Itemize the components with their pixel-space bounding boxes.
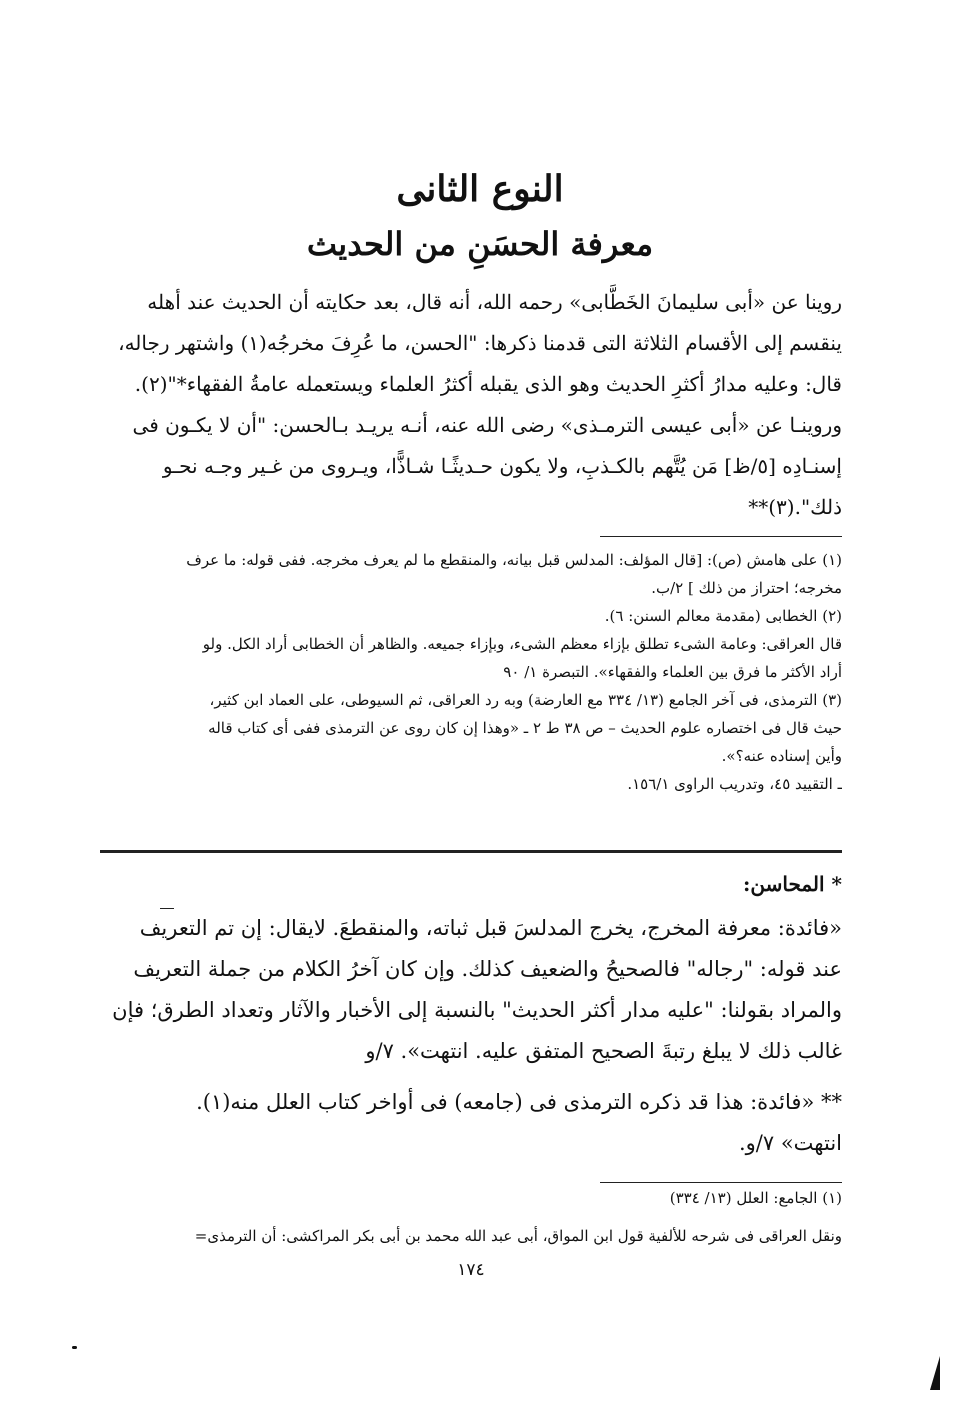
- main-line: روينا عن «أبى سليمانَ الخَطَّابى» رحمه الله، أنه قال، بعد حكايته أن الحديث عند أهله: [147, 290, 842, 314]
- chapter-subtitle: معرفة الحسَنِ من الحديث: [306, 225, 654, 263]
- chapter-title: النوع الثانى: [396, 168, 564, 210]
- main-line: ينقسم إلى الأقسام الثلاثة التى قدمنا ذكرها: "الحسن، ما عُرِفَ مخرجُه(١) واشتهر رجاله،: [118, 331, 842, 355]
- mahasin-line: والمراد بقولنا: "عليه مدار أكثر الحديث" بالنسبة إلى الأخبار والآثار وتعداد الطرق؛ فإن: [112, 998, 842, 1022]
- mahasin-line: انتهت» ٧/و.: [738, 1131, 842, 1155]
- mahasin-header: [100, 864, 842, 905]
- footnote-line: (٢) الخطابى (مقدمة معالم السنن: ٦).: [604, 607, 842, 625]
- mahasin-line: غالب ذلك لا يبلغ رتبةَ الصحيح المتفق عليه. انتهت». ٧/و: [365, 1039, 842, 1063]
- main-line: إسنـادِه [٥/ظ] مَن يُتَّهم بالكـذبِ، ولا يكون حـديثًـا شـاذًّا، ويـروى من غـير وجـه نحـو: [162, 454, 842, 478]
- footnote-line: ونقل العراقى فى شرحه للألفية قول ابن المواق، أبى عبد الله محمد بن أبى بكر المراكشى: أن الترمذى=: [194, 1227, 842, 1245]
- footnote-separator: [600, 1182, 842, 1183]
- footnotes-block: [100, 546, 842, 798]
- footnote-separator: [600, 536, 842, 537]
- footnote-line: قال العراقى: وعامة الشىء تطلق بإزاء معظم الشىء، وبإزاء جميعه. والظاهر أن الخطابى أراد الكل. ولو: [202, 635, 842, 653]
- mahasin-line: ** «فائدة: هذا قد ذكره الترمذى فى (جامعه) فى أواخر كتاب العلل منه(١).: [196, 1090, 842, 1114]
- footnotes-block-2: [100, 1184, 842, 1250]
- page-number: ١٧٤: [457, 1260, 485, 1280]
- footnote-line: (١) على هامش (ص): [قال المؤلف: المدلس قبل بيانه، والمنقطع ما لم يعرف مخرجه. ففى قوله: ما عرف: [186, 551, 842, 569]
- footnote-line: (١) الجامع: العلل (١٣/ ٣٣٤): [669, 1189, 842, 1207]
- mahasin-line: «فائدة: معرفة المخرج، يخرج المدلسَ قبل ثباته، والمنقطعَ. لايقال: إن تم التعريف: [139, 916, 842, 940]
- main-line: قال: وعليه مدارُ أكثرِ الحديث وهو الذى يقبله أكثرُ العلماء ويستعمله عامةُ الفقهاء*"(٢).: [134, 372, 842, 396]
- mahasin-text: [100, 908, 842, 1164]
- main-line: وروينـا عن «أبى عيسى الترمـذى» رضى الله عنه، أنـه يريـد بـالحسن: "أن لا يكـون فى: [132, 413, 842, 437]
- footnote-line: (٣) الترمذى، فى آخر الجامع (١٣/ ٣٣٤ مع العارضة) وبه رد العراقى، ثم السيوطى، على العماد ابن كثير،: [209, 691, 842, 709]
- section-divider: [100, 850, 842, 853]
- footnote-line: حيث قال فى اختصاره علوم الحديث – ص ٣٨ ط ٢ ـ «وهذا إن كان روى عن الترمذى ففى أى كتاب قاله: [208, 719, 842, 737]
- footnote-line: ـ التقييد ٤٥، وتدريب الراوى ١٥٦/١.: [627, 775, 842, 793]
- ink-mark: [930, 1356, 940, 1390]
- ink-dot: [72, 1346, 77, 1349]
- mahasin-title: * المحاسن:: [742, 872, 842, 896]
- main-text: [100, 282, 842, 528]
- main-line: ذلك".(٣)**: [748, 495, 842, 519]
- footnote-line: مخرجه؛ احتراز من ذلك ] ٢/ب.: [651, 579, 842, 597]
- footnote-line: وأين إسناده عنه؟».: [721, 747, 842, 765]
- footnote-line: أراد الأكثر ما فرق بين العلماء والفقهاء». التبصرة ١/ ٩٠: [503, 663, 842, 681]
- mahasin-line: عند قوله: "رجاله" فالصحيحُ والضعيف كذلك. وإن كان آخرُ الكلام من جملة التعريف: [133, 957, 842, 981]
